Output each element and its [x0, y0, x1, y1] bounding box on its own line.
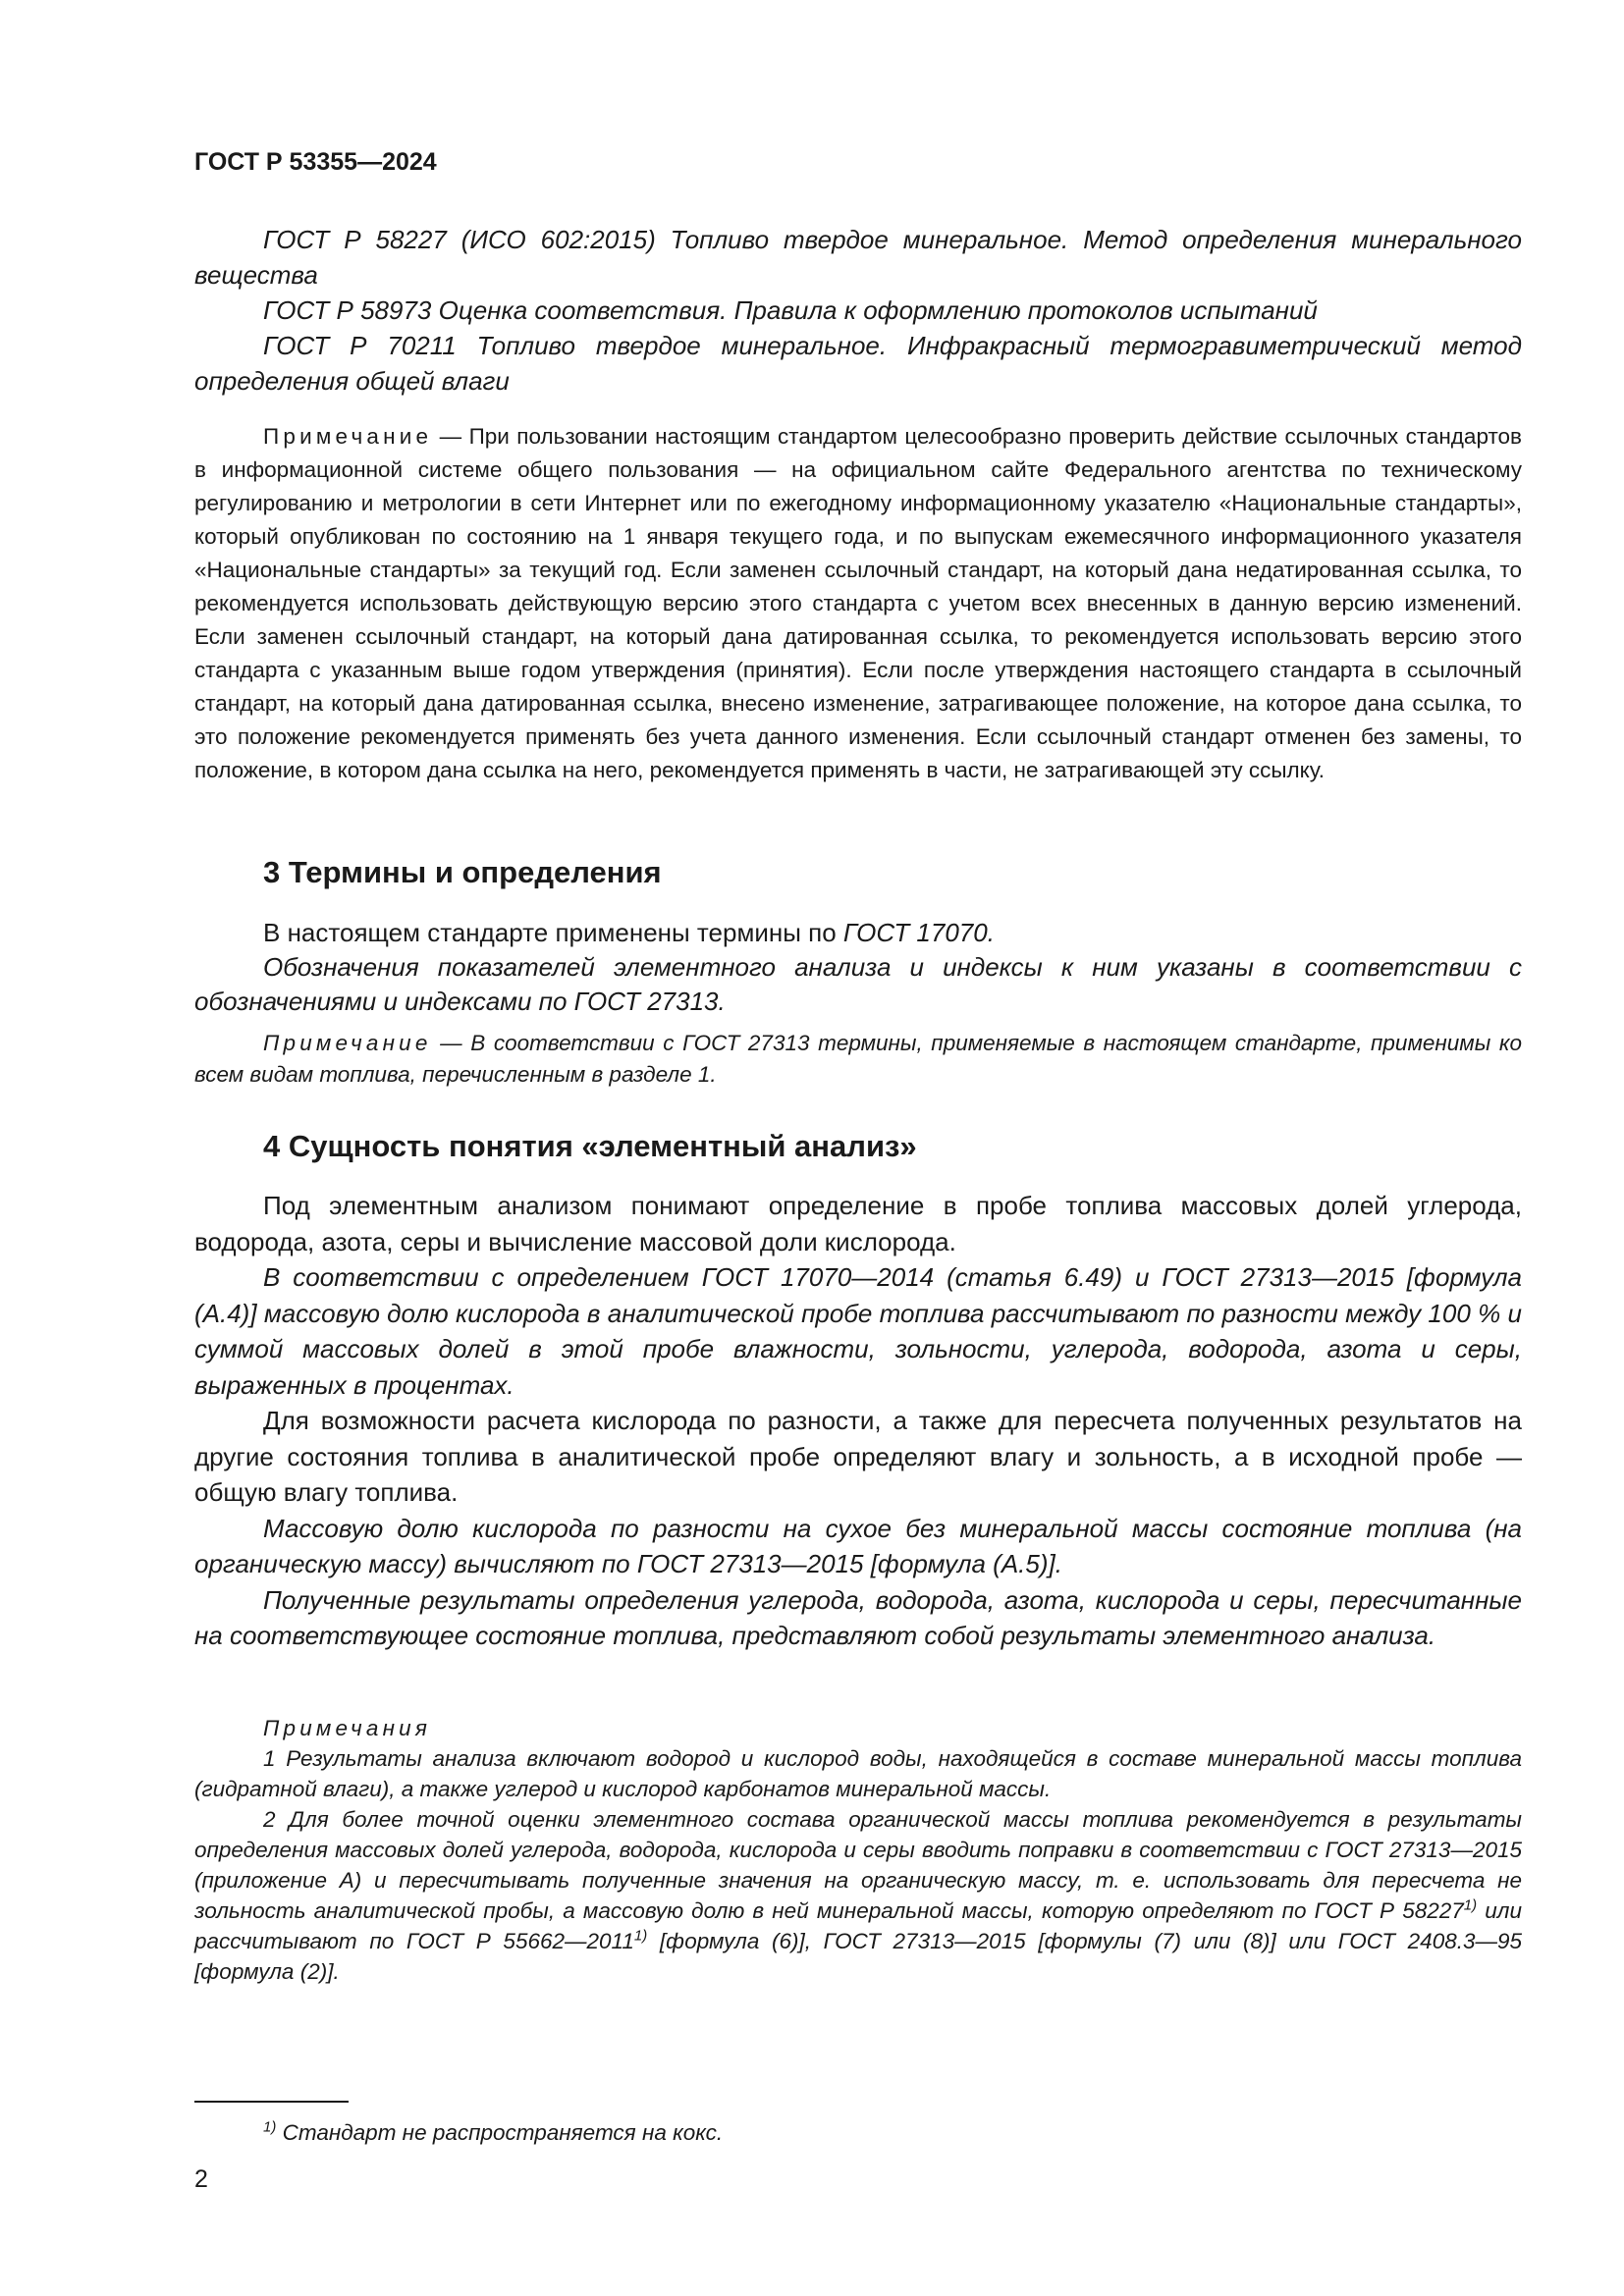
notes-label — [194, 1713, 1522, 1743]
note-text: — В соответствии с ГОСТ 27313 термины, применяемые в настоящем стандарте, применимы ко всем видам топлива, перечисленным в разделе 1. — [194, 1031, 1522, 1087]
note-item: 1 Результаты анализа включают водород и кислород воды, находящейся в составе минеральной массы топлива (гидратной влаги), а также углерод и кислород карбонатов минеральной массы. — [194, 1746, 1522, 1801]
footnote-ref: 1) — [1463, 1896, 1478, 1914]
note-item — [194, 1804, 1522, 1987]
section-3-note-paragraph — [194, 1028, 1522, 1091]
section-3-paragraph — [194, 916, 1522, 950]
footnote — [263, 2120, 723, 2146]
paragraph-text: В настоящем стандарте применены термины по — [263, 918, 843, 947]
section-4-paragraph: Полученные результаты определения углерода, водорода, азота, кислорода и серы, пересчитанные на соответствующее состояние топлива, представляют собой результаты элементного анализа. — [194, 1584, 1522, 1650]
section-4-body — [194, 1188, 1522, 1654]
footnote-ref: 1) — [633, 1927, 648, 1945]
note-label: Примечание — [263, 1031, 432, 1055]
reference-item: ГОСТ Р 70211 Топливо твердое минеральное. Инфракрасный термогравиметрический метод определения общей влаги — [194, 331, 1522, 396]
section-4-title: 4 Сущность понятия «элементный анализ» — [263, 1129, 917, 1163]
document-header: ГОСТ Р 53355—2024 — [194, 148, 437, 176]
section-3-title: 3 Термины и определения — [263, 855, 662, 889]
note-label: Примечание — [263, 424, 433, 449]
section-4-paragraph: В соответствии с определением ГОСТ 17070—2014 (статья 6.49) и ГОСТ 27313—2015 [формула (А.4)] массовую долю кислорода в аналитической пробе топлива рассчитывают по разности между 100 % и суммой массовых долей в этой пробе влажности, зольности, углерода, водорода, азота и серы, выраженных в процентах. — [194, 1262, 1522, 1400]
footnote-mark: 1) — [263, 2118, 277, 2136]
note-text: [формула (6)], ГОСТ 27313—2015 [формулы (7) или (8)] или ГОСТ 2408.3—95 [формула (2)]. — [194, 1929, 1523, 1984]
reference-item: ГОСТ Р 58227 (ИСО 602:2015) Топливо твердое минеральное. Метод определения минерального вещества — [194, 225, 1522, 290]
section-3-paragraph: Обозначения показателей элементного анализа и индексы к ним указаны в соответствии с обозначениями и индексами по ГОСТ 27313. — [194, 952, 1522, 1016]
footnote-text: Стандарт не распространяется на кокс. — [276, 2120, 724, 2145]
references-note-paragraph — [194, 420, 1522, 787]
normative-references-list — [194, 222, 1522, 399]
section-4-paragraph: Массовую долю кислорода по разности на сухое без минеральной массы состояние топлива (на органическую массу) вычисляют по ГОСТ 27313—2015 [формула (А.5)]. — [194, 1513, 1522, 1578]
reference-text: ГОСТ 17070. — [842, 918, 995, 947]
section-3-body — [194, 916, 1522, 1019]
section-4-paragraph: Для возможности расчета кислорода по разности, а также для пересчета полученных результатов на другие состояния топлива в аналитической пробе определяют влагу и зольность, а в исходной пробе — общую влагу топлива. — [194, 1406, 1522, 1507]
notes-label-text: Примечания — [263, 1716, 432, 1740]
section-3-note — [194, 1028, 1522, 1091]
footnote-separator — [194, 2101, 349, 2103]
note-text: — При пользовании настоящим стандартом целесообразно проверить действие ссылочных стандартов в информационной системе общего пользования — на официальном сайте Федерального агентства по техническому регулированию и метрологии в сети Интернет или по ежегодному информационному указателю «Национальные стандарты», который опубликован по состоянию на 1 января текущего года, и по выпускам ежемесячного информационного указателя «Национальные стандарты» за текущий год. Если заменен ссылочный стандарт, на который дана недатированная ссылка, то рекомендуется использовать действующую версию этого стандарта с учетом всех внесенных в данную версию изменений. Если заменен ссылочный стандарт, на который дана датированная ссылка, то рекомендуется использовать версию этого стандарта с указанным выше годом утверждения (принятия). Если после утверждения настоящего стандарта в ссылочный стандарт, на который дана датированная ссылка, внесено изменение, затрагивающее положение, на которое дана ссылка, то это положение рекомендуется применять без учета данного изменения. Если ссылочный стандарт отменен без замены, то положение, в котором дана ссылка на него, рекомендуется применять в части, не затрагивающей эту ссылку. — [194, 424, 1522, 782]
reference-item: ГОСТ Р 58973 Оценка соответствия. Правила к оформлению протоколов испытаний — [263, 295, 1318, 325]
section-4-notes — [194, 1713, 1522, 1987]
references-note — [194, 420, 1522, 787]
section-4-paragraph: Под элементным анализом понимают определение в пробе топлива массовых долей углерода, водорода, азота, серы и вычисление массовой доли кислорода. — [194, 1191, 1522, 1256]
page-number: 2 — [194, 2165, 208, 2193]
note-text: 2 Для более точной оценки элементного состава органической массы топлива рекомендуется в результаты определения массовых долей углерода, водорода, кислорода и серы вводить поправки в соответствии с ГОСТ 27313—2015 (приложение А) и пересчитывать полученные значения на органическую массу, т. е. использовать для пересчета не зольность аналитической пробы, а массовую долю в ней минеральной массы, которую определяют по ГОСТ Р 58227 — [194, 1807, 1522, 1923]
note-text: или рассчитывают по ГОСТ Р 55662—2011 — [194, 1898, 1522, 1953]
